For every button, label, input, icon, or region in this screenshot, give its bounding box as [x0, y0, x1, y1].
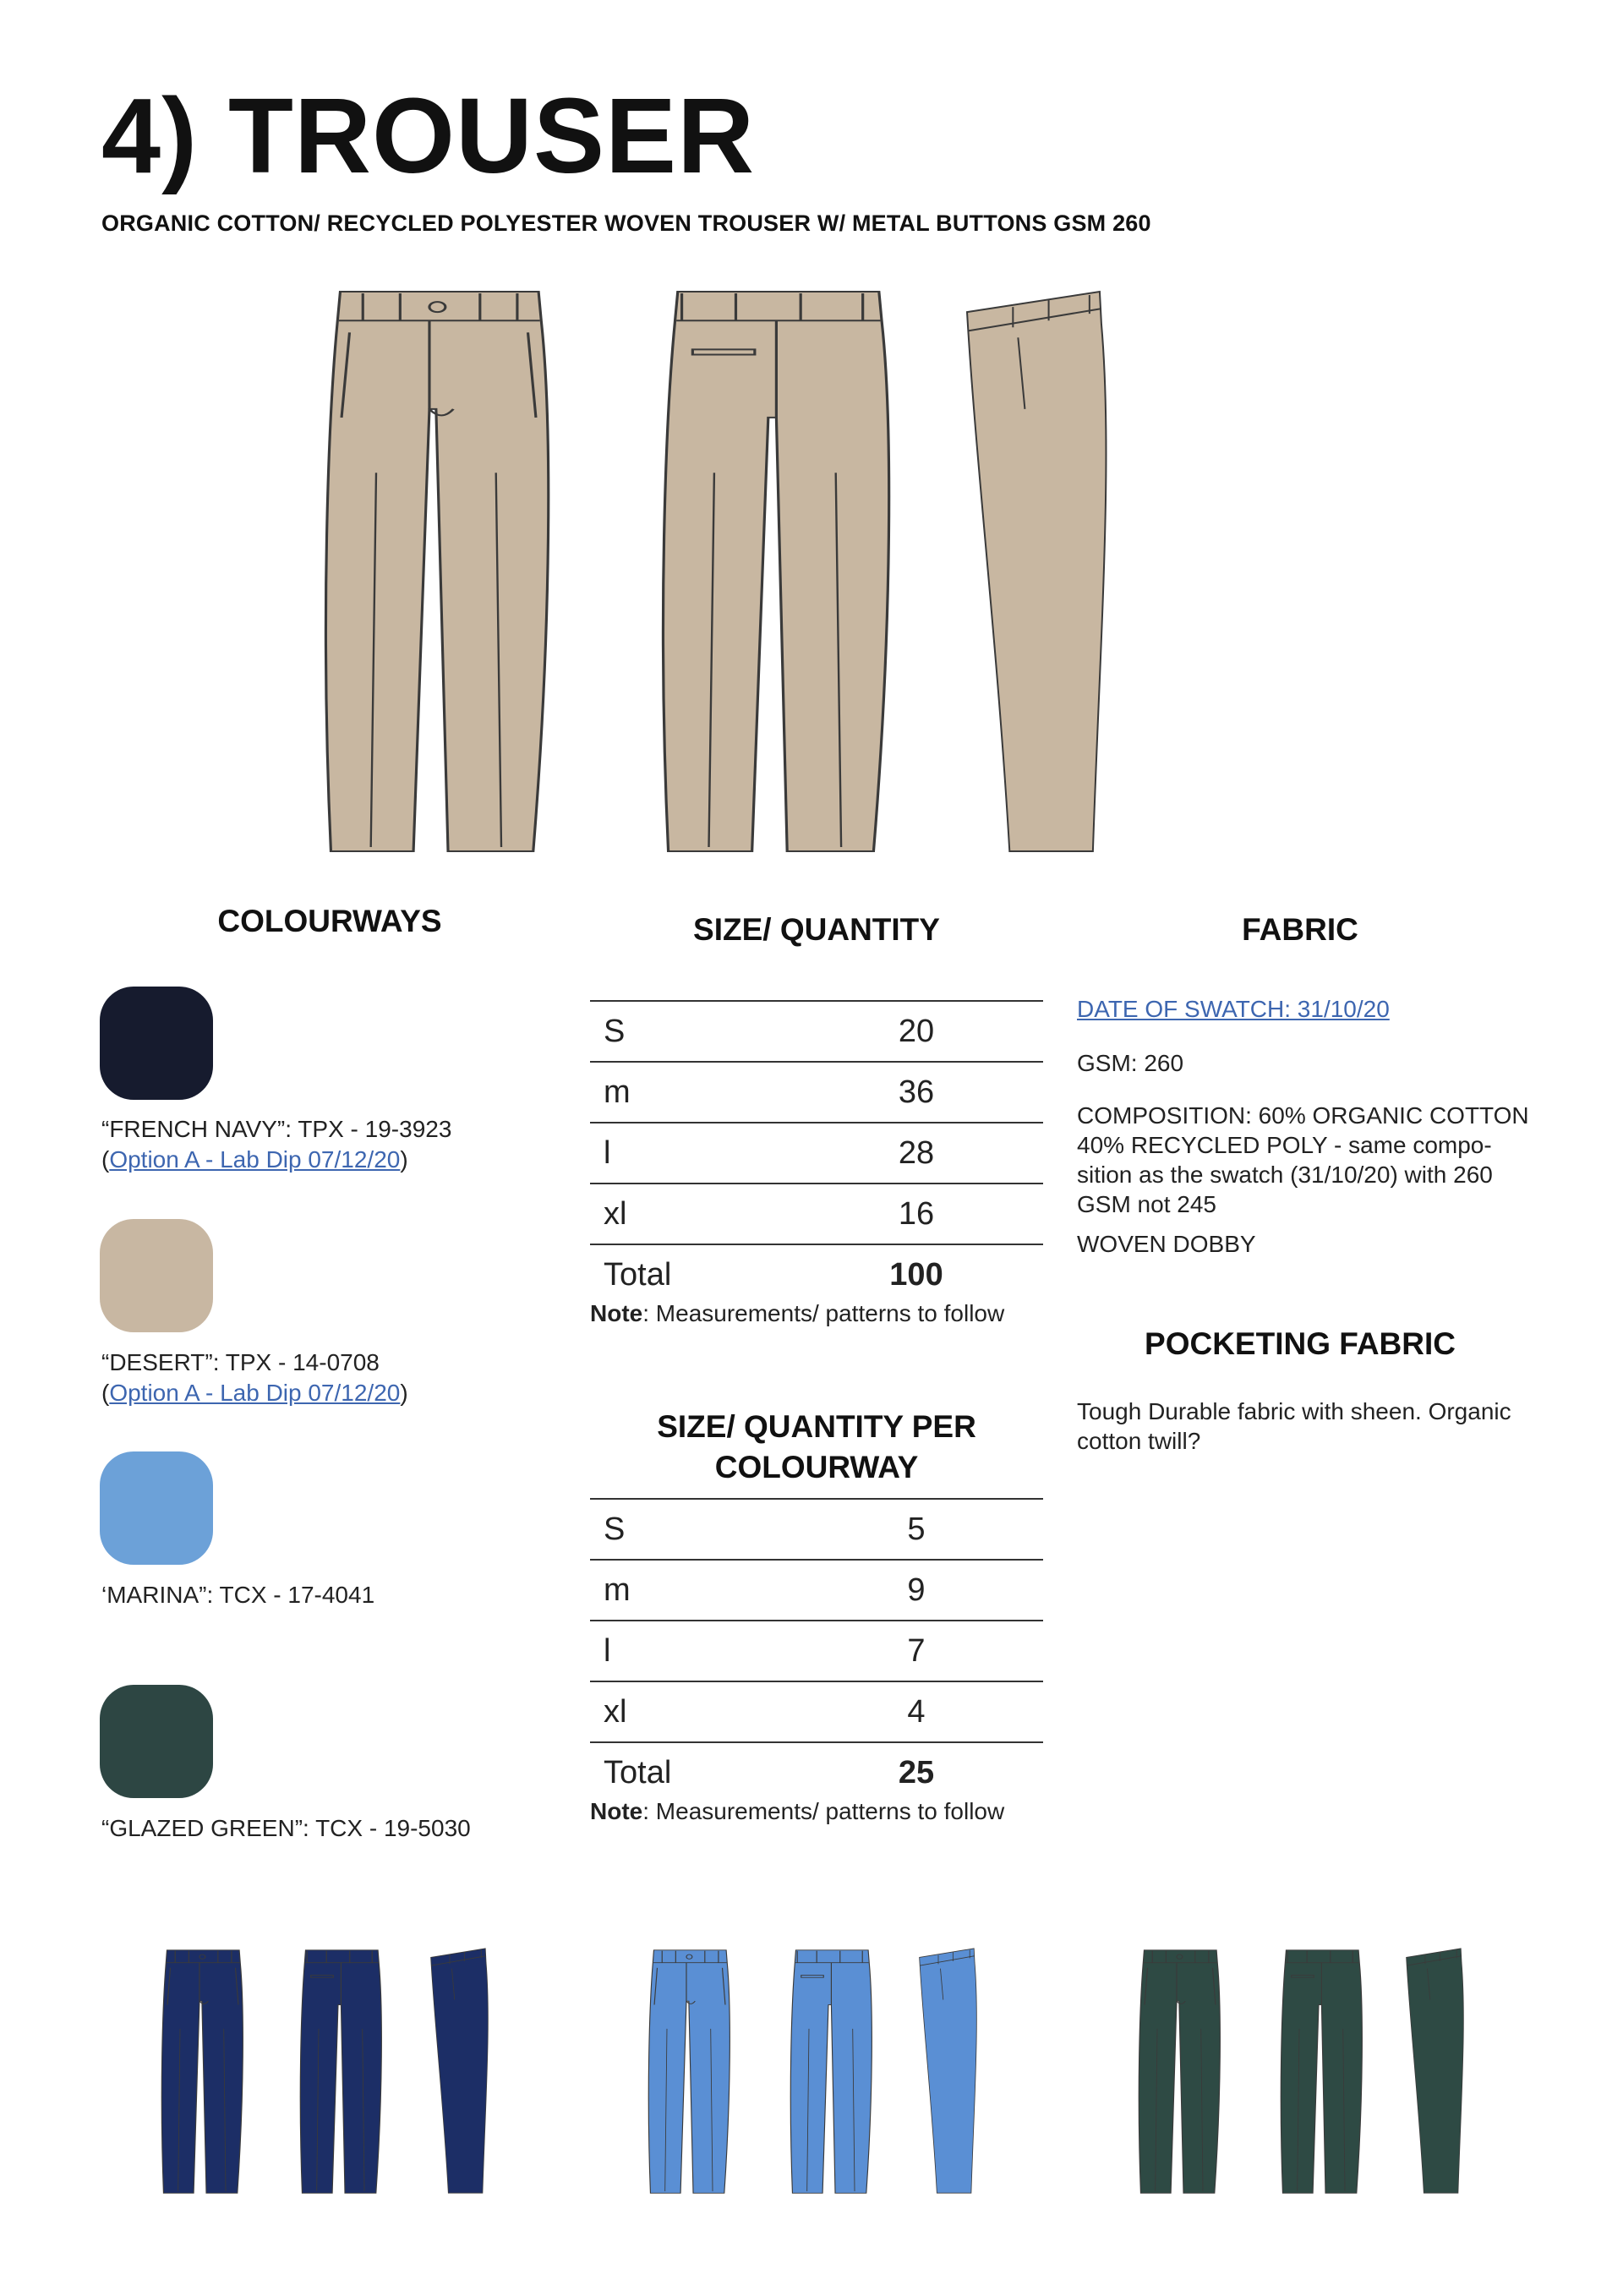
glazed-green-swatch [100, 1685, 213, 1798]
lab-dip-link[interactable]: Option A - Lab Dip 07/12/20 [109, 1146, 401, 1173]
navy-trouser-back [299, 1949, 384, 2195]
size-cell: xl [590, 1184, 790, 1244]
page-title: 4) TROUSER [101, 76, 756, 195]
total-row [590, 1742, 1043, 1802]
note-label: Note [590, 1798, 643, 1824]
composition-line: sition as the swatch (31/10/20) with 260 [1077, 1162, 1493, 1188]
total-label: Total [590, 1742, 790, 1802]
composition-line: GSM not 245 [1077, 1191, 1216, 1217]
table-row [590, 1184, 1043, 1244]
per-colourway-note [590, 1798, 1004, 1825]
table-row [590, 1681, 1043, 1742]
table-row [590, 1123, 1043, 1184]
desert-label [101, 1348, 408, 1408]
composition-line: 40% RECYCLED POLY - same compo- [1077, 1132, 1492, 1158]
qty-cell: 4 [790, 1681, 1043, 1742]
green-trouser-side [1405, 1948, 1466, 2195]
total-value: 100 [790, 1244, 1043, 1304]
heading-line-2: COLOURWAY [714, 1450, 919, 1485]
paren-open: ( [101, 1146, 110, 1173]
table-row [590, 1062, 1043, 1123]
colourways-heading: COLOURWAYS [217, 904, 442, 938]
colourway-name: “FRENCH NAVY”: TPX - 19-3923 [101, 1116, 452, 1142]
total-label: Total [590, 1244, 790, 1304]
composition-text [1077, 1101, 1550, 1219]
pocketing-fabric-heading: POCKETING FABRIC [1145, 1326, 1456, 1361]
page-subtitle: ORGANIC COTTON/ RECYCLED POLYESTER WOVEN TROUSER W/ METAL BUTTONS GSM 260 [101, 210, 1151, 236]
size-quantity-heading: SIZE/ QUANTITY [693, 912, 940, 947]
date-of-swatch-link[interactable]: DATE OF SWATCH: 31/10/20 [1077, 996, 1390, 1022]
pocketing-fabric-text [1077, 1397, 1550, 1456]
table-row [590, 1001, 1043, 1062]
fabric-heading: FABRIC [1242, 912, 1358, 947]
navy-trouser-front [161, 1949, 245, 2195]
marina-trouser-front [648, 1949, 732, 2195]
marina-label: ‘MARINA”: TCX - 17-4041 [101, 1582, 375, 1608]
qty-cell: 5 [790, 1499, 1043, 1560]
gsm-text: GSM: 260 [1077, 1050, 1184, 1076]
total-row [590, 1244, 1043, 1304]
trouser-back-view [660, 290, 895, 855]
weave-text: WOVEN DOBBY [1077, 1231, 1256, 1257]
pocketing-line: Tough Durable fabric with sheen. Organic [1077, 1398, 1511, 1424]
size-cell: xl [590, 1681, 790, 1742]
lab-dip-link[interactable]: Option A - Lab Dip 07/12/20 [109, 1380, 401, 1406]
trouser-front-view [323, 290, 555, 855]
size-cell: l [590, 1123, 790, 1184]
size-cell: S [590, 1001, 790, 1062]
french-navy-swatch [100, 987, 213, 1100]
paren-close: ) [400, 1146, 408, 1173]
desert-swatch [100, 1219, 213, 1332]
size-cell: m [590, 1062, 790, 1123]
note-text: : Measurements/ patterns to follow [642, 1300, 1005, 1326]
french-navy-label [101, 1114, 451, 1175]
size-cell: S [590, 1499, 790, 1560]
qty-cell: 28 [790, 1123, 1043, 1184]
note-text: : Measurements/ patterns to follow [642, 1798, 1005, 1824]
pocketing-line: cotton twill? [1077, 1428, 1201, 1454]
paren-close: ) [400, 1380, 408, 1406]
marina-trouser-back [790, 1949, 874, 2195]
qty-cell: 16 [790, 1184, 1043, 1244]
qty-cell: 36 [790, 1062, 1043, 1123]
glazed-green-label: “GLAZED GREEN”: TCX - 19-5030 [101, 1815, 471, 1841]
composition-line: COMPOSITION: 60% ORGANIC COTTON [1077, 1102, 1529, 1129]
total-value: 25 [790, 1742, 1043, 1802]
table-row [590, 1621, 1043, 1681]
colourway-name: “DESERT”: TPX - 14-0708 [101, 1349, 380, 1375]
navy-trouser-side [429, 1948, 490, 2195]
note-label: Note [590, 1300, 643, 1326]
marina-swatch [100, 1451, 213, 1565]
size-cell: l [590, 1621, 790, 1681]
size-quantity-per-colourway-heading [590, 1407, 1043, 1488]
size-quantity-per-colourway-table [590, 1498, 1043, 1802]
marina-trouser-side [918, 1948, 979, 2195]
size-quantity-note [590, 1300, 1004, 1327]
qty-cell: 7 [790, 1621, 1043, 1681]
size-cell: m [590, 1560, 790, 1621]
trouser-side-view [964, 290, 1112, 855]
size-quantity-table [590, 1000, 1043, 1304]
table-row [590, 1560, 1043, 1621]
qty-cell: 20 [790, 1001, 1043, 1062]
paren-open: ( [101, 1380, 110, 1406]
qty-cell: 9 [790, 1560, 1043, 1621]
table-row [590, 1499, 1043, 1560]
green-trouser-front [1138, 1949, 1222, 2195]
heading-line-1: SIZE/ QUANTITY PER [657, 1409, 976, 1444]
green-trouser-back [1280, 1949, 1364, 2195]
